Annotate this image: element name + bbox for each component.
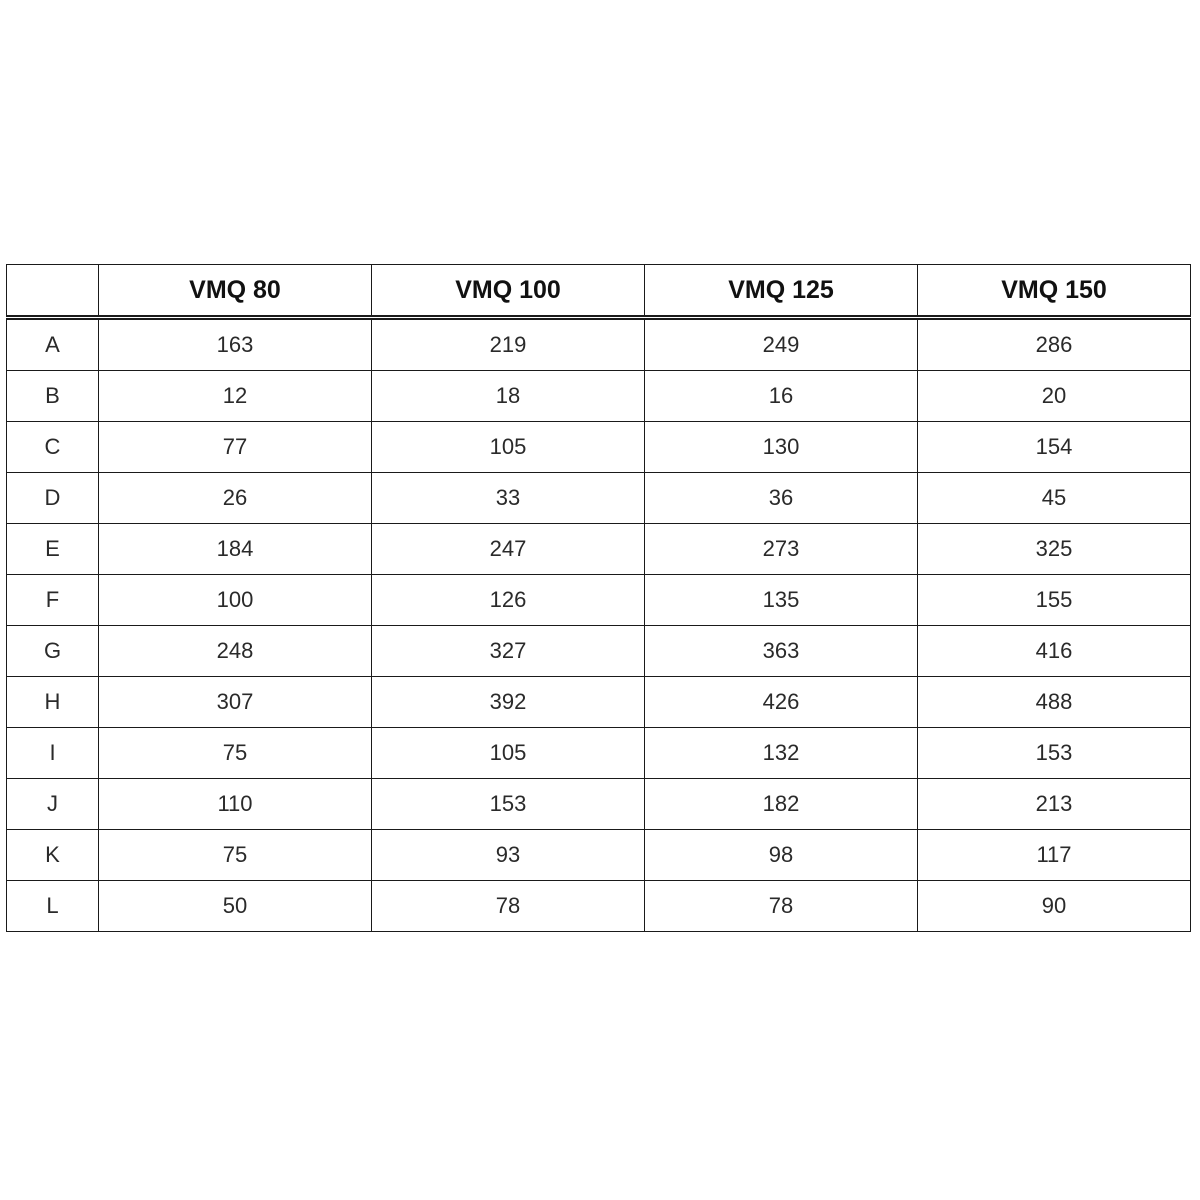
table-cell: 307 — [99, 677, 372, 728]
row-label: E — [7, 524, 99, 575]
table-row — [7, 318, 1191, 371]
table-cell: 184 — [99, 524, 372, 575]
table-cell: 247 — [372, 524, 645, 575]
table-cell: 286 — [918, 318, 1191, 371]
table-cell: 77 — [99, 422, 372, 473]
column-header: VMQ 80 — [99, 265, 372, 318]
table-row — [7, 575, 1191, 626]
table-row — [7, 677, 1191, 728]
corner-cell — [7, 265, 99, 318]
table-cell: 33 — [372, 473, 645, 524]
row-label: C — [7, 422, 99, 473]
table-cell: 273 — [645, 524, 918, 575]
table-cell: 75 — [99, 728, 372, 779]
column-header: VMQ 150 — [918, 265, 1191, 318]
table-cell: 392 — [372, 677, 645, 728]
table-cell: 416 — [918, 626, 1191, 677]
table-cell: 105 — [372, 422, 645, 473]
table-row — [7, 830, 1191, 881]
column-header: VMQ 125 — [645, 265, 918, 318]
dimension-table-container — [6, 264, 1189, 932]
table-cell: 135 — [645, 575, 918, 626]
table-cell: 98 — [645, 830, 918, 881]
row-label: G — [7, 626, 99, 677]
table-cell: 488 — [918, 677, 1191, 728]
table-cell: 50 — [99, 881, 372, 932]
table-cell: 12 — [99, 371, 372, 422]
table-cell: 45 — [918, 473, 1191, 524]
table-cell: 327 — [372, 626, 645, 677]
table-cell: 182 — [645, 779, 918, 830]
dimension-table — [6, 264, 1191, 932]
table-cell: 163 — [99, 318, 372, 371]
table-cell: 126 — [372, 575, 645, 626]
table-cell: 363 — [645, 626, 918, 677]
table-cell: 132 — [645, 728, 918, 779]
table-row — [7, 728, 1191, 779]
table-cell: 249 — [645, 318, 918, 371]
table-cell: 26 — [99, 473, 372, 524]
table-cell: 248 — [99, 626, 372, 677]
column-header: VMQ 100 — [372, 265, 645, 318]
row-label: I — [7, 728, 99, 779]
table-cell: 213 — [918, 779, 1191, 830]
row-label: B — [7, 371, 99, 422]
row-label: A — [7, 318, 99, 371]
table-row — [7, 626, 1191, 677]
table-row — [7, 371, 1191, 422]
table-row — [7, 779, 1191, 830]
table-cell: 219 — [372, 318, 645, 371]
table-cell: 105 — [372, 728, 645, 779]
table-cell: 18 — [372, 371, 645, 422]
table-row — [7, 422, 1191, 473]
table-cell: 117 — [918, 830, 1191, 881]
table-cell: 130 — [645, 422, 918, 473]
table-cell: 78 — [645, 881, 918, 932]
table-cell: 155 — [918, 575, 1191, 626]
row-label: J — [7, 779, 99, 830]
table-cell: 78 — [372, 881, 645, 932]
table-cell: 20 — [918, 371, 1191, 422]
row-label: H — [7, 677, 99, 728]
table-cell: 153 — [372, 779, 645, 830]
table-row — [7, 524, 1191, 575]
table-cell: 100 — [99, 575, 372, 626]
row-label: K — [7, 830, 99, 881]
table-cell: 110 — [99, 779, 372, 830]
table-cell: 93 — [372, 830, 645, 881]
table-cell: 90 — [918, 881, 1191, 932]
table-cell: 325 — [918, 524, 1191, 575]
row-label: F — [7, 575, 99, 626]
row-label: L — [7, 881, 99, 932]
row-label: D — [7, 473, 99, 524]
header-row — [7, 265, 1191, 318]
table-cell: 16 — [645, 371, 918, 422]
table-cell: 154 — [918, 422, 1191, 473]
table-row — [7, 881, 1191, 932]
table-cell: 153 — [918, 728, 1191, 779]
table-cell: 75 — [99, 830, 372, 881]
table-row — [7, 473, 1191, 524]
table-cell: 426 — [645, 677, 918, 728]
table-cell: 36 — [645, 473, 918, 524]
